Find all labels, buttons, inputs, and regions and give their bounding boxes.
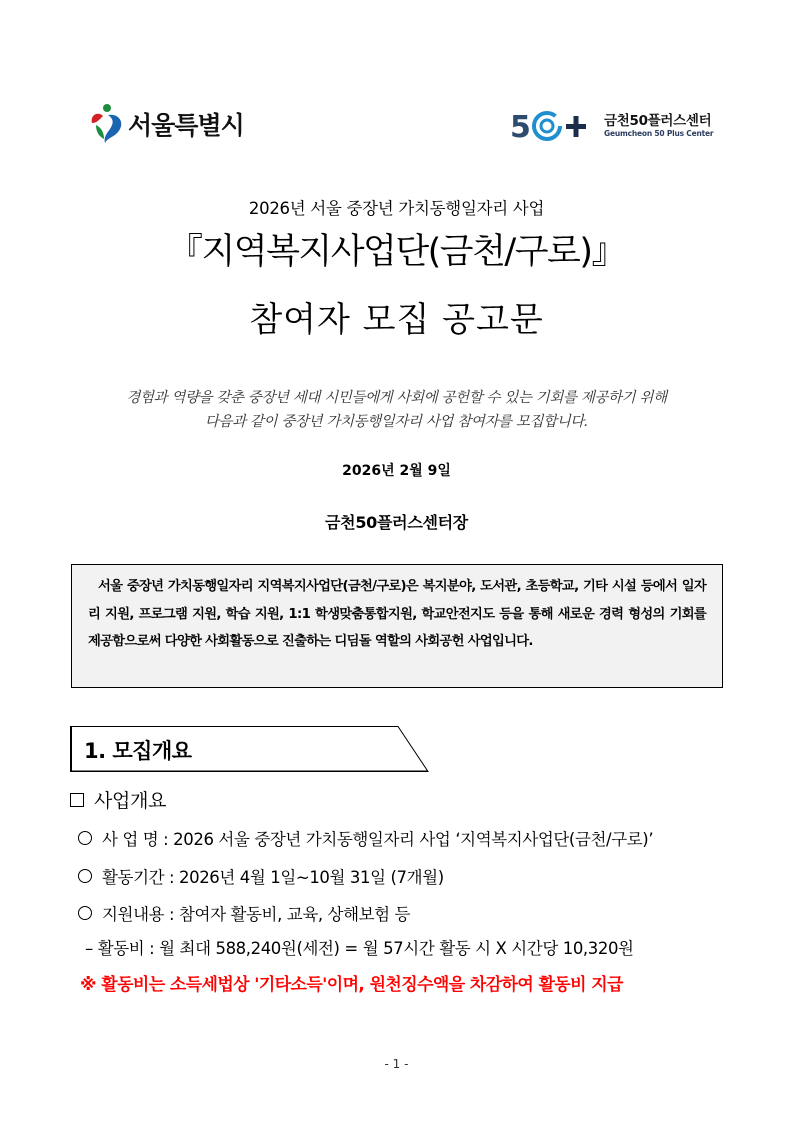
list-item-text: 활동기간 : 2026년 4월 1일~10월 31일 (7개월) <box>102 868 444 887</box>
logo-korean-name: 금천50플러스센터 <box>604 112 712 129</box>
seoul-emblem-icon <box>88 103 126 145</box>
summary-text: 서울 중장년 가치동행일자리 지역복지사업단(금천/구로)은 복지분야, 도서관, 초등학교, 기타 시설 등에서 일자리 지원, 프로그램 지원, 학습 지원, 1:1 학생맞춤통합지원, 학교안전지도 등을 통해 새로운 경력 형성의 기회를 제공함으로써 다양한 사회활동으로 진출하는 디딤돌 역할의 사회공헌 사업입니다. <box>88 579 706 649</box>
logo-english-name: Geumcheon 50 Plus Center <box>604 128 714 138</box>
seoul-logo <box>88 102 244 146</box>
page-number: - 1 - <box>384 1057 409 1071</box>
geumcheon-50plus-logo <box>510 107 713 145</box>
intro-line-2: 다음과 같이 중장년 가치동행일자리 사업 참여자를 모집합니다. <box>204 414 589 430</box>
circle-bullet-icon <box>78 869 92 883</box>
circle-bullet-icon <box>78 831 92 845</box>
fifty-plus-mark-icon <box>510 107 598 145</box>
list-item-text: 사 업 명 : 2026 서울 중장년 가치동행일자리 사업 ‘지역복지사업단(금천/구로)’ <box>102 830 654 849</box>
list-item <box>78 826 653 850</box>
announcement-date: 2026년 2월 9일 <box>342 463 451 479</box>
notice-title: 『지역복지사업단(금천/구로)』 <box>167 232 625 272</box>
subsection-title: 사업개요 <box>94 790 167 812</box>
issuing-organization: 금천50플러스센터장 <box>325 513 468 532</box>
notice-subtitle: 2026년 서울 중장년 가치동행일자리 사업 <box>248 199 545 218</box>
summary-box <box>71 564 723 688</box>
subsection-heading <box>70 786 166 813</box>
intro-line-1: 경험과 역량을 갖춘 중장년 세대 시민들에게 사회에 공헌할 수 있는 기회를 제공하기 위해 <box>126 390 667 406</box>
intro-text <box>0 386 793 434</box>
checkbox-square-icon <box>70 793 84 807</box>
circle-bullet-icon <box>78 906 92 920</box>
list-item <box>78 864 444 888</box>
logo-number-5: 5 <box>510 110 531 145</box>
section-heading <box>70 726 430 772</box>
list-item <box>78 901 410 925</box>
activity-pay-detail: – 활동비 : 월 최대 588,240원(세전) = 월 57시간 활동 시 X 시간당 10,320원 <box>85 939 634 958</box>
list-item-text: 지원내용 : 참여자 활동비, 교육, 상해보험 등 <box>102 905 411 924</box>
notice-title-line2: 참여자 모집 공고문 <box>249 300 544 340</box>
tax-notice: ※ 활동비는 소득세법상 '기타소득'이며, 원천징수액을 차감하여 활동비 지급 <box>80 975 623 995</box>
seoul-logo-text: 서울특별시 <box>128 111 244 140</box>
section-title: 1. 모집개요 <box>84 739 192 763</box>
